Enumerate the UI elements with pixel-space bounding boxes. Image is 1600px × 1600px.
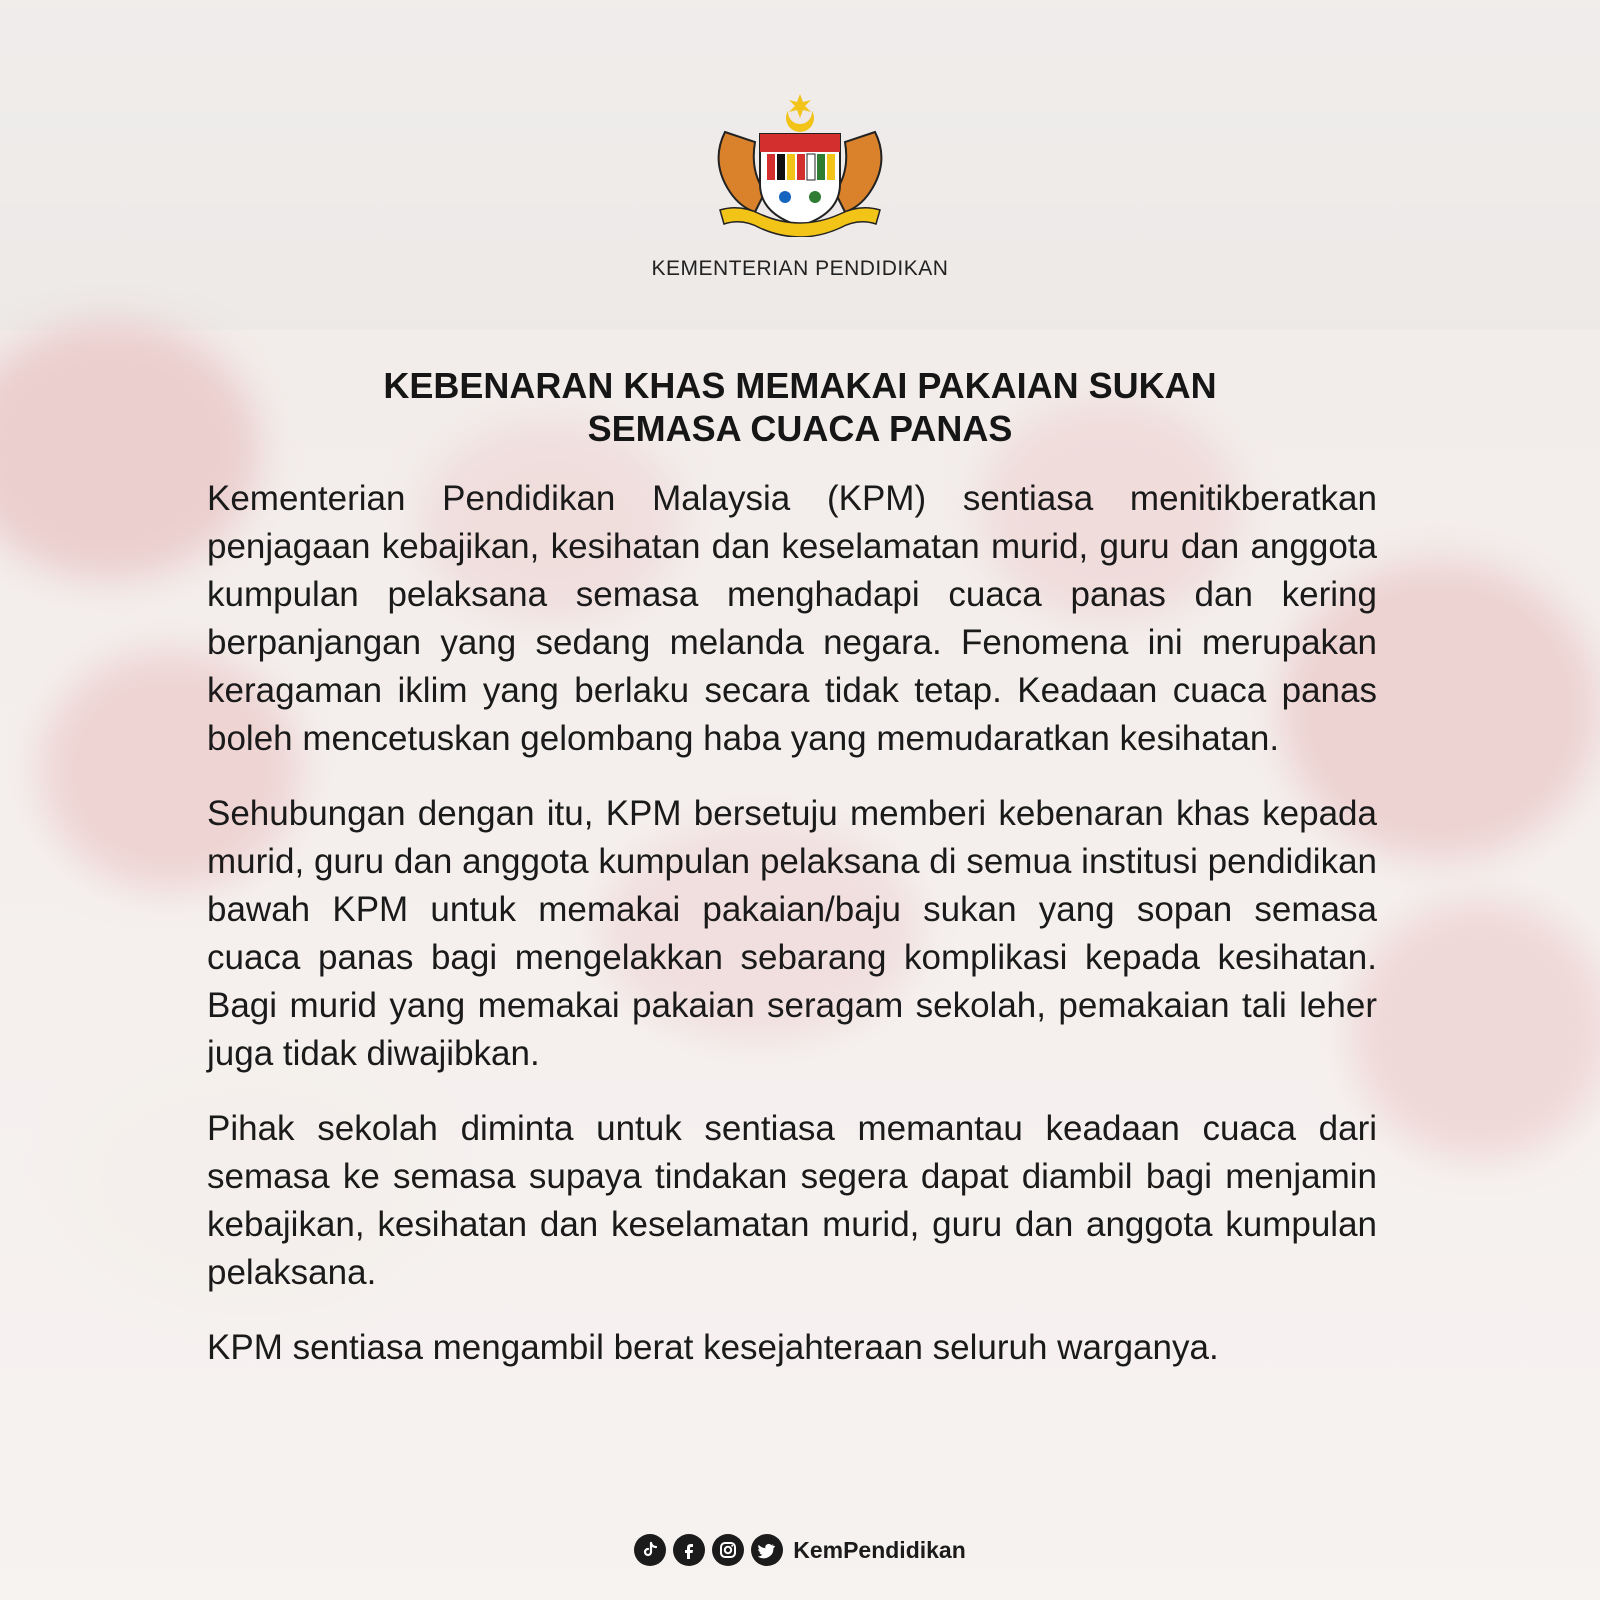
- social-handle[interactable]: KemPendidikan: [793, 1536, 966, 1563]
- notice-paragraph-3: Pihak sekolah diminta untuk sentiasa memantau keadaan cuaca dari semasa ke semasa supaya tindakan segera dapat diambil bagi menjamin kebajikan, kesihatan dan keselamatan murid, guru dan anggota kumpulan pelaksana.: [207, 1109, 1377, 1292]
- facebook-icon[interactable]: [673, 1534, 705, 1566]
- notice-paragraph-4: KPM sentiasa mengambil berat kesejahteraan seluruh warganya.: [207, 1328, 1219, 1367]
- instagram-icon[interactable]: [712, 1534, 744, 1566]
- tiktok-icon[interactable]: [634, 1534, 666, 1566]
- malaysia-coat-of-arms-icon: [705, 92, 895, 237]
- social-footer: [0, 1534, 1600, 1566]
- twitter-icon[interactable]: [751, 1534, 783, 1566]
- notice-title-line-1: KEBENARAN KHAS MEMAKAI PAKAIAN SUKAN: [383, 365, 1217, 406]
- notice-title-line-2: SEMASA CUACA PANAS: [587, 408, 1013, 449]
- social-icons: [634, 1534, 783, 1566]
- notice-body: [207, 475, 1377, 1372]
- notice-paragraph-2: Sehubungan dengan itu, KPM bersetuju memberi kebenaran khas kepada murid, guru dan anggota kumpulan pelaksana di semua institusi pendidikan bawah KPM untuk memakai pakaian/baju sukan yang sopan semasa cuaca panas bagi mengelakkan sebarang komplikasi kepada kesihatan. Bagi murid yang memakai pakaian seragam sekolah, pemakaian tali leher juga tidak diwajibkan.: [207, 794, 1377, 1073]
- notice-title: [0, 364, 1600, 450]
- notice-paragraph-1: Kementerian Pendidikan Malaysia (KPM) sentiasa menitikberatkan penjagaan kebajikan, kesihatan dan keselamatan murid, guru dan anggota kumpulan pelaksana semasa menghadapi cuaca panas dan kering berpanjangan yang sedang melanda negara. Fenomena ini merupakan keragaman iklim yang berlaku secara tidak tetap. Keadaan cuaca panas boleh mencetuskan gelombang haba yang memudaratkan kesihatan.: [207, 479, 1377, 758]
- ministry-name: KEMENTERIAN PENDIDIKAN: [651, 257, 949, 280]
